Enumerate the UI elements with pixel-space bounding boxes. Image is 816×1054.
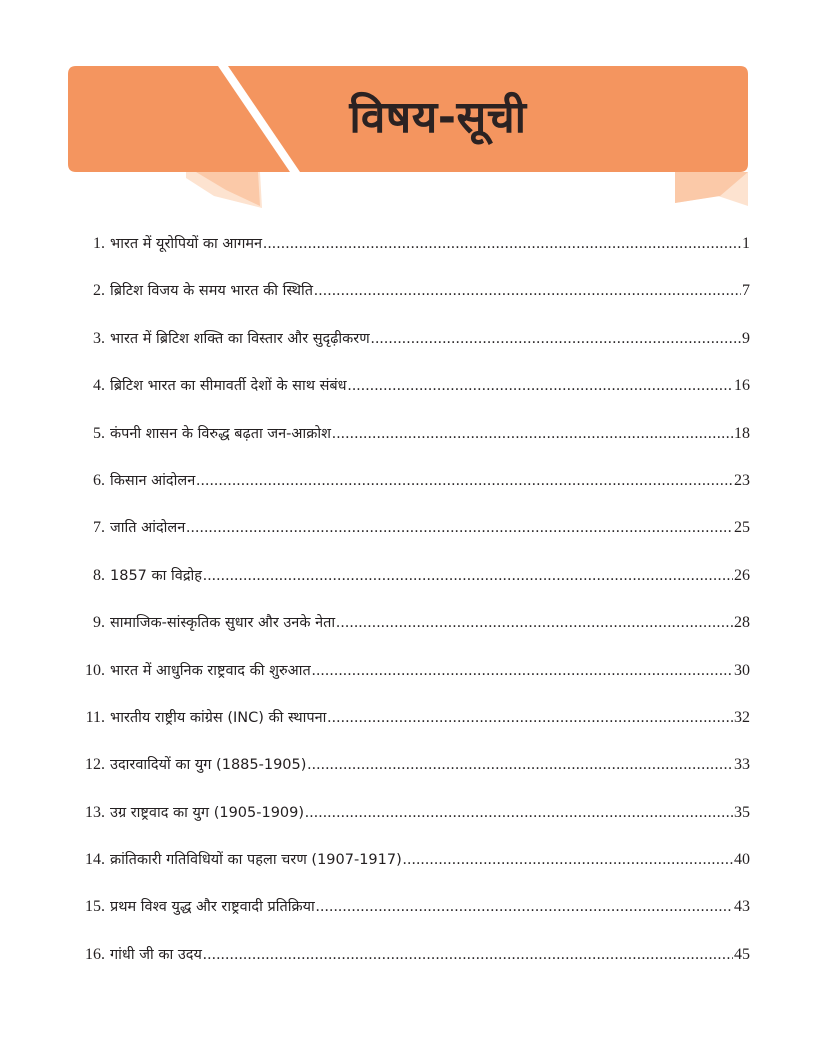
toc-entry-title: ब्रिटिश विजय के समय भारत की स्थिति	[110, 283, 314, 300]
toc-dot-leader	[263, 220, 741, 267]
toc-entry-page: 18	[734, 424, 750, 442]
toc-entry-title: ब्रिटिश भारत का सीमावर्ती देशों के साथ संबंध	[110, 378, 347, 395]
toc-entry-title: 1857 का विद्रोह	[110, 567, 202, 584]
toc-entry[interactable]	[74, 694, 750, 741]
toc-entry-page: 32	[734, 708, 750, 726]
toc-entry-title: भारत में ब्रिटिश शक्ति का विस्तार और सुदृढ़ीकरण	[110, 330, 370, 347]
toc-entry[interactable]	[74, 836, 750, 883]
toc-dot-leader	[316, 883, 733, 930]
toc-dot-leader	[186, 504, 733, 551]
toc-entry-page: 9	[742, 329, 750, 347]
toc-entry[interactable]	[74, 504, 750, 551]
toc-dot-leader	[203, 552, 733, 599]
toc-entry-title: उदारवादियों का युग (1885-1905)	[110, 757, 307, 774]
toc-entry-title: किसान आंदोलन	[110, 472, 196, 489]
toc-entry-number: 6.	[93, 471, 105, 489]
toc-entry-number: 15.	[85, 898, 105, 916]
toc-entry-page: 1	[742, 235, 750, 252]
toc-entry[interactable]	[74, 931, 750, 978]
toc-entry[interactable]	[74, 362, 750, 409]
toc-entry-title: क्रांतिकारी गतिविधियों का पहला चरण (1907-1917)	[110, 852, 402, 869]
toc-entry-number: 12.	[85, 756, 105, 774]
toc-entry-number: 3.	[93, 329, 105, 347]
toc-entry-page: 33	[734, 756, 750, 774]
toc-entry-title: सामाजिक-सांस्कृतिक सुधार और उनके नेता	[110, 615, 336, 632]
toc-entry[interactable]	[74, 220, 750, 267]
toc-dot-leader	[312, 647, 733, 694]
toc-entry[interactable]	[74, 267, 750, 314]
toc-entry-page: 30	[734, 661, 750, 679]
toc-entry-page: 26	[734, 566, 750, 584]
page-title: विषय-सूची	[349, 92, 527, 143]
toc-dot-leader	[307, 741, 733, 788]
toc-entry-page: 25	[734, 519, 750, 537]
toc-dot-leader	[403, 836, 733, 883]
toc-dot-leader	[203, 931, 733, 978]
toc-dot-leader	[371, 315, 741, 362]
toc-entry-number: 4.	[93, 377, 105, 395]
toc-entry-page: 45	[734, 945, 750, 963]
toc-entry[interactable]	[74, 789, 750, 836]
toc-entry-number: 9.	[93, 614, 105, 632]
toc-dot-leader	[196, 457, 733, 504]
toc-entry-number: 2.	[93, 282, 105, 300]
toc-entry-page: 16	[734, 377, 750, 395]
toc-entry-number: 5.	[93, 424, 105, 442]
toc-entry[interactable]	[74, 647, 750, 694]
toc-entry[interactable]	[74, 315, 750, 362]
toc-dot-leader	[305, 789, 733, 836]
toc-entry-title: भारत में आधुनिक राष्ट्रवाद की शुरुआत	[110, 662, 311, 679]
toc-entry-number: 16.	[85, 945, 105, 963]
toc-entry[interactable]	[74, 599, 750, 646]
toc-entry-page: 7	[742, 282, 750, 300]
toc-dot-leader	[314, 267, 741, 314]
toc-entry-number: 14.	[85, 851, 105, 869]
toc-entry-page: 40	[734, 851, 750, 869]
toc-entry-number: 1.	[93, 235, 105, 252]
toc-entry-title: भारत में यूरोपियों का आगमन	[110, 236, 263, 252]
toc-entry-page: 23	[734, 471, 750, 489]
toc-entry-number: 7.	[93, 519, 105, 537]
table-of-contents	[74, 220, 750, 978]
toc-entry[interactable]	[74, 741, 750, 788]
toc-entry[interactable]	[74, 410, 750, 457]
toc-entry-title: उग्र राष्ट्रवाद का युग (1905-1909)	[110, 804, 305, 821]
toc-dot-leader	[332, 410, 733, 457]
toc-dot-leader	[348, 362, 733, 409]
header-banner	[0, 0, 816, 230]
toc-entry-title: गांधी जी का उदय	[110, 946, 202, 963]
toc-entry-number: 13.	[85, 803, 105, 821]
toc-entry-title: प्रथम विश्व युद्ध और राष्ट्रवादी प्रतिक्रिया	[110, 899, 315, 916]
toc-entry[interactable]	[74, 552, 750, 599]
toc-entry-title: जाति आंदोलन	[110, 520, 186, 537]
toc-entry-page: 43	[734, 898, 750, 916]
toc-dot-leader	[336, 599, 733, 646]
toc-entry[interactable]	[74, 457, 750, 504]
toc-entry[interactable]	[74, 883, 750, 930]
toc-entry-page: 35	[734, 803, 750, 821]
toc-entry-number: 10.	[85, 661, 105, 679]
toc-entry-number: 11.	[85, 708, 105, 726]
toc-entry-number: 8.	[93, 566, 105, 584]
toc-entry-title: कंपनी शासन के विरुद्ध बढ़ता जन-आक्रोश	[110, 425, 331, 442]
toc-entry-title: भारतीय राष्ट्रीय कांग्रेस (INC) की स्थापना	[110, 709, 327, 726]
toc-dot-leader	[327, 694, 733, 741]
toc-entry-page: 28	[734, 614, 750, 632]
